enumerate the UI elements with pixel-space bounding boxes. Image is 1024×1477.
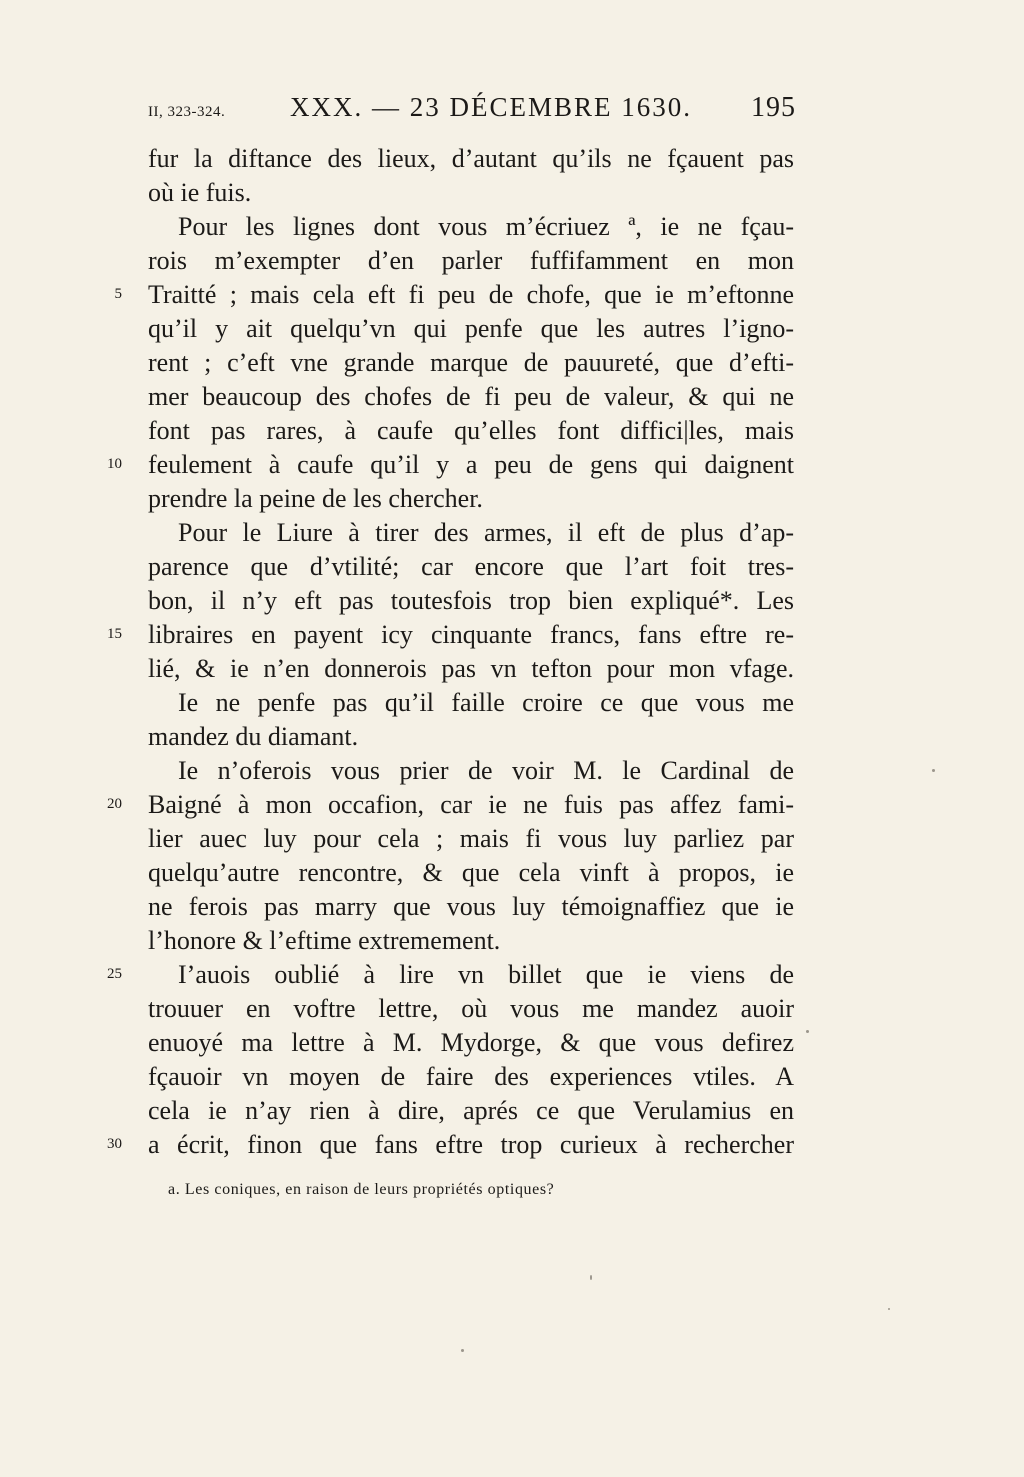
- line-text: mer beaucoup des chofes de fi peu de valeur, & qui ne: [148, 382, 794, 411]
- page-number: 195: [751, 92, 796, 123]
- line-text: Baigné à mon occafion, car ie ne fuis pas affez fami-: [148, 790, 794, 819]
- text-line: [0, 856, 1024, 890]
- text-line: [0, 550, 1024, 584]
- line-text: feulement à caufe qu’il y a peu de gens qui daignent: [148, 450, 794, 479]
- line-text: font pas rares, à caufe qu’elles font diffici|les, mais: [148, 416, 794, 445]
- line-text: mandez du diamant.: [148, 722, 359, 751]
- paper-speck: [888, 1308, 890, 1310]
- text-line: [0, 1094, 1024, 1128]
- page-header: [0, 90, 1024, 130]
- text-line: [0, 822, 1024, 856]
- text-line: [0, 516, 1024, 550]
- line-text: a écrit, finon que fans eftre trop curieux à rechercher: [148, 1130, 794, 1159]
- line-text: qu’il y ait quelqu’vn qui penfe que les autres l’igno-: [148, 314, 794, 343]
- line-text: enuoyé ma lettre à M. Mydorge, & que vous defirez: [148, 1028, 794, 1057]
- text-line: [0, 380, 1024, 414]
- line-text: Ie n’oferois vous prier de voir M. le Cardinal de: [178, 756, 794, 785]
- line-number: 15: [107, 626, 122, 642]
- line-text: où ie fuis.: [148, 178, 252, 207]
- text-line: [0, 142, 1024, 176]
- paper-speck: [932, 769, 935, 772]
- line-number: 30: [107, 1136, 122, 1152]
- line-text: I’auois oublié à lire vn billet que ie viens de: [178, 960, 794, 989]
- text-line: [0, 652, 1024, 686]
- text-line: [0, 244, 1024, 278]
- line-text: Pour les lignes dont vous m’écriuez ª, ie ne fçau-: [178, 212, 794, 241]
- text-line: [0, 686, 1024, 720]
- line-number: 10: [107, 456, 122, 472]
- text-line: [0, 414, 1024, 448]
- text-line: [0, 210, 1024, 244]
- text-line: [0, 618, 1024, 652]
- line-text: libraires en payent icy cinquante francs, fans eftre re-: [148, 620, 794, 649]
- text-line: [0, 278, 1024, 312]
- text-line: [0, 346, 1024, 380]
- line-text: rent ; c’eft vne grande marque de pauureté, que d’efti-: [148, 348, 794, 377]
- text-line: [0, 720, 1024, 754]
- text-line: [0, 584, 1024, 618]
- line-number: 20: [107, 796, 122, 812]
- text-line: [0, 992, 1024, 1026]
- text-line: [0, 312, 1024, 346]
- line-text: fçauoir vn moyen de faire des experiences vtiles. A: [148, 1062, 794, 1091]
- text-line: [0, 1060, 1024, 1094]
- line-text: fur la diftance des lieux, d’autant qu’ils ne fçauent pas: [148, 144, 794, 173]
- line-text: l’honore & l’eftime extremement.: [148, 926, 501, 955]
- line-text: Ie ne penfe pas qu’il faille croire ce que vous me: [178, 688, 794, 717]
- line-text: lier auec luy pour cela ; mais fi vous luy parliez par: [148, 824, 794, 853]
- text-line: [0, 958, 1024, 992]
- text-line: [0, 1026, 1024, 1060]
- line-text: rois m’exempter d’en parler fuffifamment en mon: [148, 246, 794, 275]
- line-text: cela ie n’ay rien à dire, aprés ce que Verulamius en: [148, 1096, 794, 1125]
- line-text: parence que d’vtilité; car encore que l’art foit tres-: [148, 552, 794, 581]
- line-number: 5: [114, 286, 122, 302]
- line-text: trouuer en voftre lettre, où vous me mandez auoir: [148, 994, 794, 1023]
- footnote: a. Les coniques, en raison de leurs propriétés optiques?: [168, 1181, 555, 1198]
- volume-reference: II, 323-324.: [148, 104, 226, 120]
- line-text: prendre la peine de les chercher.: [148, 484, 483, 513]
- text-line: [0, 482, 1024, 516]
- text-line: [0, 176, 1024, 210]
- paper-speck: [806, 1030, 809, 1033]
- line-text: lié, & ie n’en donnerois pas vn tefton pour mon vfage.: [148, 654, 794, 683]
- text-line: [0, 754, 1024, 788]
- text-line: [0, 890, 1024, 924]
- paper-speck: [461, 1349, 464, 1352]
- letter-title: XXX. — 23 DÉCEMBRE 1630.: [290, 92, 693, 122]
- text-line: [0, 924, 1024, 958]
- text-line: [0, 788, 1024, 822]
- line-text: Pour le Liure à tirer des armes, il eft de plus d’ap-: [178, 518, 794, 547]
- line-number: 25: [107, 966, 122, 982]
- line-text: ne ferois pas marry que vous luy témoignaffiez que ie: [148, 892, 794, 921]
- line-text: Traitté ; mais cela eft fi peu de chofe, que ie m’eftonne: [148, 280, 794, 309]
- paper-speck: [590, 1275, 592, 1280]
- text-line: [0, 1128, 1024, 1162]
- line-text: bon, il n’y eft pas toutesfois trop bien expliqué*. Les: [148, 586, 794, 615]
- line-text: quelqu’autre rencontre, & que cela vinft à propos, ie: [148, 858, 794, 887]
- text-line: [0, 448, 1024, 482]
